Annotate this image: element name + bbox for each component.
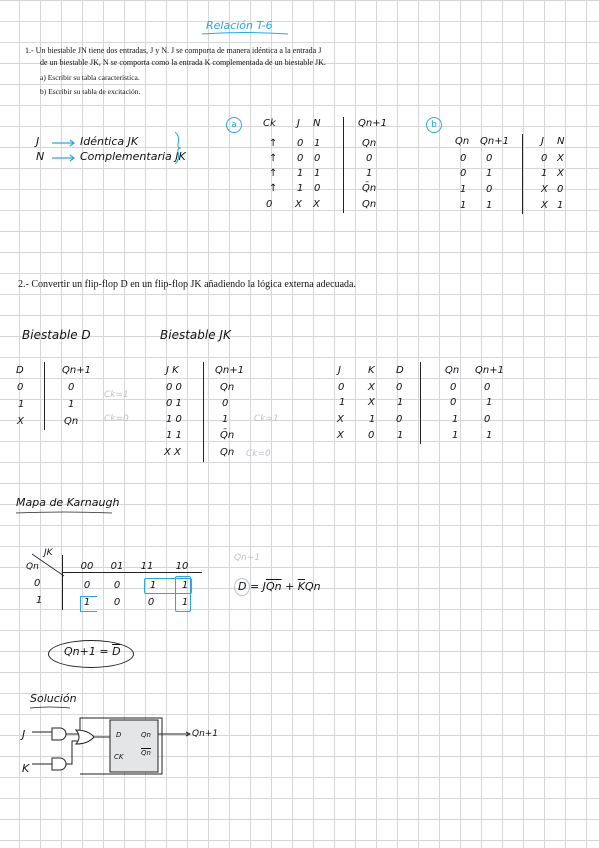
table-cell: 0 1	[166, 398, 182, 409]
conv-header-d: D	[396, 365, 404, 376]
table-cell: Qn	[220, 447, 235, 458]
kmap-row-0: 0	[34, 578, 41, 589]
note-j-label: J	[36, 135, 40, 148]
equation-qbar: $\overline{Qn}$	[265, 580, 282, 593]
conv-header-j: J	[338, 365, 341, 376]
table-cell: 0 0	[166, 382, 182, 393]
d-note-ck1: Ck=1	[104, 390, 129, 400]
question-2-statement: 2.- Convertir un flip-flop D en un flip-flop JK añadiendo la lógica externa adecuada.	[18, 279, 356, 290]
table-cell: 0	[297, 153, 304, 164]
table-cell: 1	[397, 430, 404, 441]
jk-note-ck0: Ck=0	[246, 449, 271, 459]
kmap-cell: 0	[83, 580, 91, 591]
table-cell: 0	[68, 382, 75, 393]
table-cell: X	[368, 382, 375, 393]
table-cell: 0	[460, 168, 467, 179]
question-1-line-2: de un biestable JK, N se comporta como la entrada K complementada de un biestable JK.	[40, 58, 326, 67]
table-cell: 1	[460, 184, 467, 195]
table-cell: Qn	[220, 382, 235, 393]
table-cell: 1	[369, 414, 376, 425]
table-a-header-ck: Ck	[263, 118, 276, 129]
table-cell: 1 0	[166, 414, 182, 425]
arrow-icon	[50, 138, 78, 148]
result-lhs: Qn+1 =	[64, 645, 113, 658]
circuit-q-pin: Qn	[141, 731, 151, 739]
note-n-text: Complementaria JK	[80, 150, 186, 163]
circuit-input-j: J	[22, 728, 26, 741]
table-cell: 0	[460, 153, 467, 164]
kmap-cell: 1	[181, 597, 189, 608]
table-cell: 0	[366, 153, 373, 164]
table-cell: 1	[314, 138, 321, 149]
biestable-d-title: Biestable D	[22, 328, 91, 342]
kmap-col-01: 01	[110, 561, 124, 572]
table-cell: 0	[368, 430, 375, 441]
biestable-jk-title: Biestable JK	[160, 328, 231, 342]
table-cell: ↑	[269, 168, 278, 179]
table-cell: Qn	[64, 416, 79, 427]
conv-divider	[420, 362, 421, 444]
table-cell: X	[313, 199, 320, 210]
jk-header-jk: J K	[166, 365, 179, 376]
table-b-header-qn: Qn	[455, 136, 470, 147]
table-cell: 1	[339, 397, 346, 408]
table-cell: 1	[366, 168, 373, 179]
kmap-cell: 0	[113, 580, 121, 591]
table-cell: 1	[452, 430, 459, 441]
table-cell: X	[337, 430, 344, 441]
kmap-row-1: 1	[36, 595, 43, 606]
table-cell: Qn	[362, 199, 377, 210]
table-cell: X X	[164, 447, 181, 458]
table-cell: 1	[460, 200, 467, 211]
table-cell: 0	[484, 382, 491, 393]
circuit-d-pin: D	[116, 731, 122, 739]
solution-underline	[28, 705, 72, 710]
kmap-cell: 0	[113, 597, 121, 608]
equation-kbar: $\overline{K}$	[297, 580, 306, 593]
table-cell: 1	[486, 200, 493, 211]
table-cell: 0	[338, 382, 345, 393]
conv-header-qn: Qn	[445, 365, 460, 376]
table-a-header-qn1: Qn+1	[358, 118, 387, 129]
note-j-text: Idéntica JK	[80, 135, 139, 148]
kmap-col-11: 11	[140, 561, 154, 572]
table-cell: 0	[314, 153, 321, 164]
kmap-cell: 0	[147, 597, 155, 608]
table-cell: 1	[297, 183, 304, 194]
note-n-label: N	[36, 150, 45, 163]
kmap-group-row1	[80, 596, 97, 612]
table-cell: X	[337, 414, 344, 425]
mark-b: b	[426, 117, 442, 133]
d-header-d: D	[16, 365, 24, 376]
table-b-header-j: J	[541, 136, 544, 147]
conv-header-qn1: Qn+1	[475, 365, 504, 376]
table-cell: X	[295, 199, 302, 210]
table-cell: X	[557, 153, 564, 164]
table-cell: 0	[557, 184, 564, 195]
kmap-corner-jk: JK	[44, 548, 53, 558]
jk-header-qn1: Qn+1	[215, 365, 244, 376]
table-b-header-n: N	[557, 136, 565, 147]
table-cell: 1	[18, 399, 25, 410]
kmap-cell: 1	[83, 597, 91, 608]
conv-header-k: K	[368, 365, 375, 376]
table-b-divider	[522, 134, 523, 214]
equation-qn: Qn	[305, 580, 321, 593]
kmap-side-label: Qn+1	[234, 553, 261, 563]
table-cell: 1	[486, 430, 493, 441]
d-header-qn1: Qn+1	[62, 365, 91, 376]
brace-icon	[172, 130, 184, 166]
table-cell: 0	[450, 382, 457, 393]
table-cell: 0	[297, 138, 304, 149]
d-note-ck0: Ck=0	[104, 414, 129, 424]
solution-title: Solución	[30, 692, 77, 705]
table-cell: 0	[396, 382, 403, 393]
table-a-header-j: J	[297, 118, 300, 129]
kmap-title: Mapa de Karnaugh	[16, 496, 120, 509]
table-cell: 0	[450, 397, 457, 408]
table-cell: 1	[557, 200, 564, 211]
table-cell: ↑	[269, 153, 278, 164]
kmap-col-10: 10	[175, 561, 189, 572]
table-cell: 1	[397, 397, 404, 408]
jk-note-ck1: Ck=1	[254, 414, 279, 424]
table-cell: X	[17, 416, 24, 427]
table-cell: 1	[486, 397, 493, 408]
table-cell: 1	[452, 414, 459, 425]
table-cell: 0	[396, 414, 403, 425]
equation	[238, 580, 321, 593]
kmap-group-col10	[175, 576, 191, 612]
result-equation	[64, 645, 121, 658]
circuit-output: Qn+1	[192, 729, 219, 739]
circuit-qbar-pin: $\overline{Qn}$	[141, 749, 151, 757]
equation-lhs: D = J	[238, 580, 266, 593]
result-rhs: $\overline{D}$	[112, 645, 121, 658]
table-cell: 0	[314, 183, 321, 194]
table-cell: 0	[484, 414, 491, 425]
arrow-icon	[50, 153, 78, 163]
question-1-item-a: a) Escribir su tabla característica.	[40, 73, 140, 82]
kmap-cell: 1	[181, 580, 189, 591]
table-a-header-n: N	[313, 118, 321, 129]
kmap-cell: 1	[149, 580, 157, 591]
table-cell: X	[541, 184, 548, 195]
table-cell: ↑	[269, 138, 278, 149]
table-cell: 0	[17, 382, 24, 393]
table-cell: X	[541, 200, 548, 211]
table-cell: X	[557, 168, 564, 179]
table-cell: 0	[222, 398, 229, 409]
table-cell: Qn	[362, 138, 377, 149]
d-divider	[44, 362, 45, 430]
table-cell: 1	[222, 414, 229, 425]
question-1-line-1: 1.- Un biestable JN tiene dos entradas, J y N. J se comporta de manera idéntica a la entrada J	[25, 46, 322, 55]
jk-divider	[203, 362, 204, 462]
kmap-h-line	[62, 572, 202, 573]
table-cell: Q̄n	[220, 430, 235, 441]
table-cell: 0	[541, 153, 548, 164]
table-b-header-qn1: Qn+1	[480, 136, 509, 147]
table-cell: 1 1	[166, 430, 182, 441]
table-cell: 0	[486, 153, 493, 164]
mark-a: a	[226, 117, 242, 133]
table-cell: 1	[314, 168, 321, 179]
table-cell: Q̄n	[362, 183, 377, 194]
kmap-corner-qn: Qn	[26, 562, 39, 572]
kmap-title-underline	[14, 510, 114, 516]
question-1-item-b: b) Escribir su tabla de excitación.	[40, 87, 141, 96]
table-cell: 0	[486, 184, 493, 195]
kmap-v-line	[62, 555, 63, 610]
table-cell: 0	[266, 199, 273, 210]
circuit-input-k: K	[22, 762, 30, 775]
equation-plus: +	[281, 580, 298, 593]
table-cell: 1	[541, 168, 548, 179]
circuit-ck-pin: CK	[114, 753, 124, 761]
table-cell: X	[368, 397, 375, 408]
table-a-divider	[343, 117, 344, 213]
title-underline	[200, 31, 290, 37]
circuit-diagram	[30, 712, 210, 782]
table-cell: ↑	[269, 183, 278, 194]
table-cell: 1	[68, 399, 75, 410]
kmap-col-00: 00	[80, 561, 94, 572]
page-title: Relación T-6	[206, 19, 273, 32]
table-cell: 1	[297, 168, 304, 179]
table-cell: 1	[486, 168, 493, 179]
